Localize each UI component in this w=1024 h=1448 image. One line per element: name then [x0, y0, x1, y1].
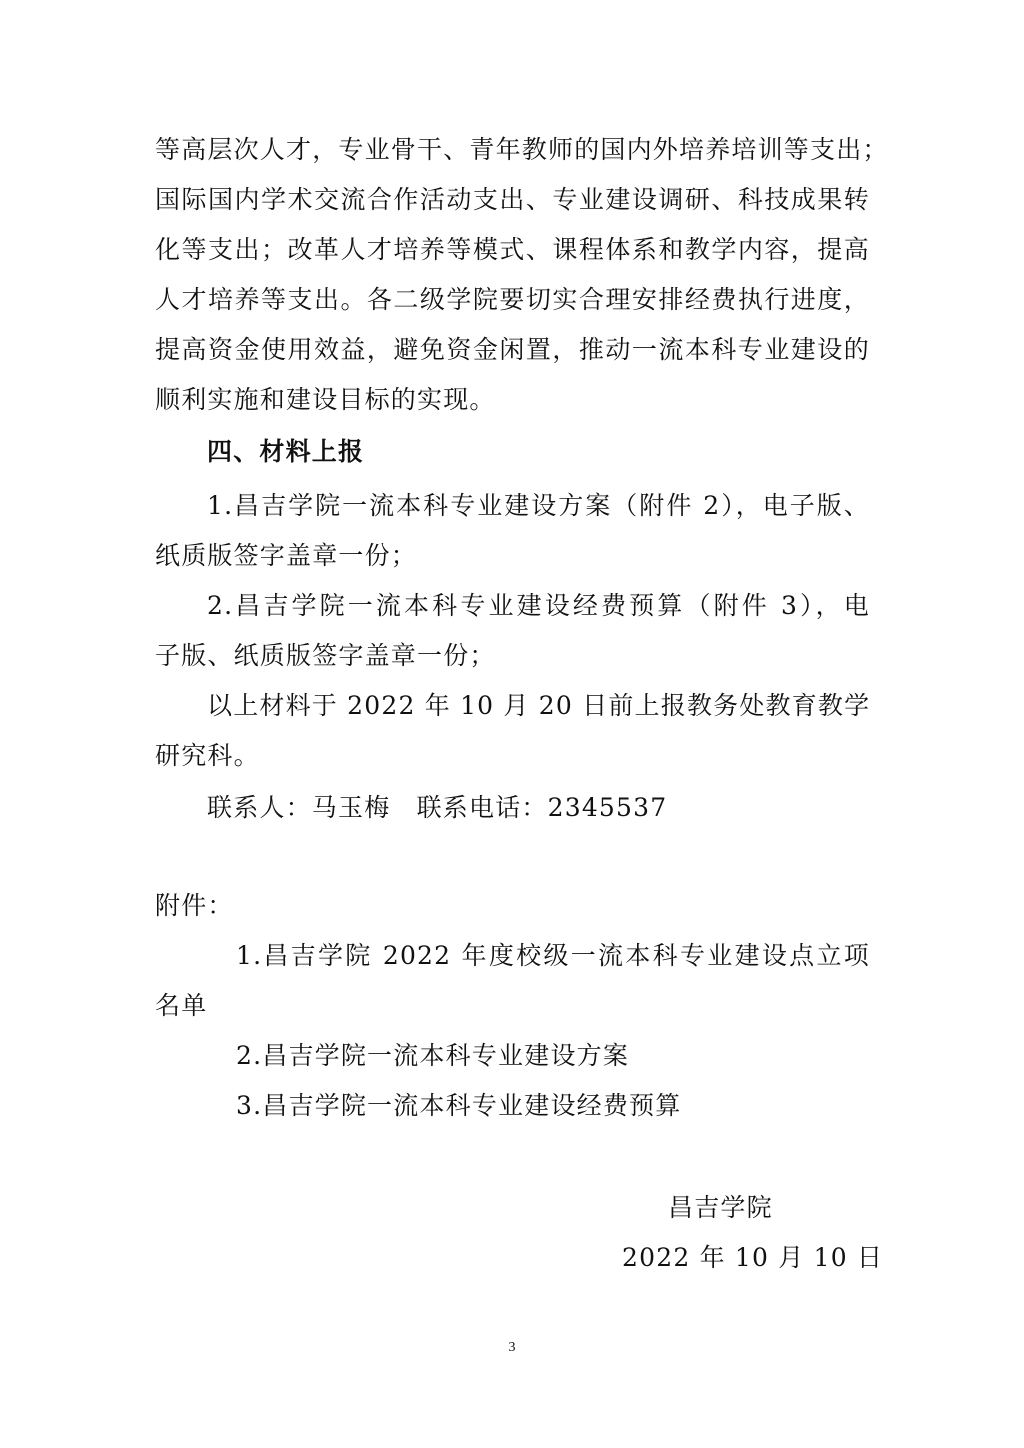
paragraph-line: 国际国内学术交流合作活动支出、专业建设调研、科技成果转 [155, 185, 870, 214]
signature-org: 昌吉学院 [668, 1193, 773, 1222]
attachment-item-2: 2.昌吉学院一流本科专业建设方案 [236, 1041, 630, 1070]
paragraph-line: 顺利实施和建设目标的实现。 [155, 385, 496, 414]
contact-line: 联系人：马玉梅 联系电话：2345537 [207, 793, 668, 822]
signature-date: 2022 年 10 月 10 日 [622, 1243, 884, 1272]
section-heading: 四、材料上报 [207, 437, 365, 466]
paragraph-line: 等高层次人才，专业骨干、青年教师的国内外培养培训等支出； [155, 135, 889, 164]
deadline-line: 以上材料于 2022 年 10 月 20 日前上报教务处教育教学 [207, 691, 871, 720]
paragraph-line: 人才培养等支出。各二级学院要切实合理安排经费执行进度， [155, 285, 870, 314]
attachment-item-1: 1.昌吉学院 2022 年度校级一流本科专业建设点立项 [236, 941, 870, 970]
deadline-line: 研究科。 [155, 741, 260, 770]
paragraph-line: 化等支出；改革人才培养等模式、课程体系和教学内容，提高 [155, 235, 870, 264]
material-item-line: 2.昌吉学院一流本科专业建设经费预算（附件 3），电 [207, 591, 870, 620]
material-item-line: 1.昌吉学院一流本科专业建设方案（附件 2），电子版、 [207, 491, 870, 520]
page-number: 3 [508, 1340, 516, 1355]
attachments-label: 附件： [155, 891, 234, 920]
material-item-line: 纸质版签字盖章一份； [155, 541, 418, 570]
material-item-line: 子版、纸质版签字盖章一份； [155, 641, 496, 670]
attachment-item-1-cont: 名单 [155, 991, 208, 1020]
attachment-item-3: 3.昌吉学院一流本科专业建设经费预算 [236, 1091, 682, 1120]
paragraph-line: 提高资金使用效益，避免资金闲置，推动一流本科专业建设的 [155, 335, 870, 364]
